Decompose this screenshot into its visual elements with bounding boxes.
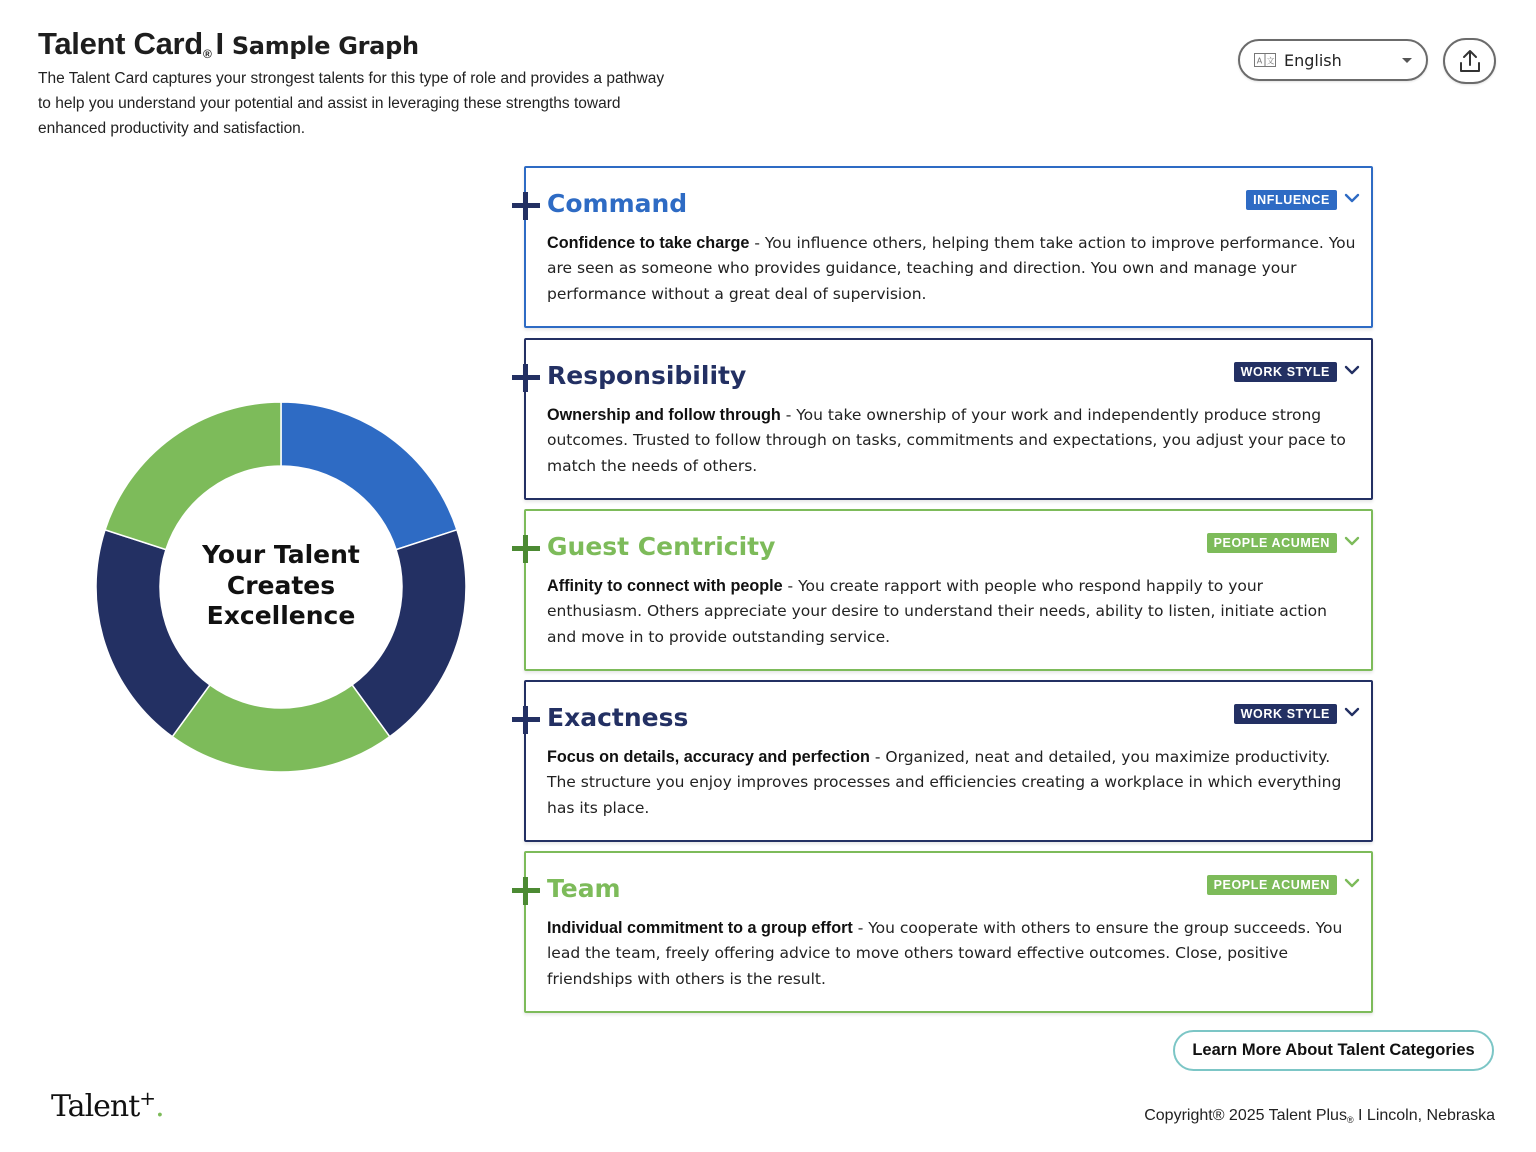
category-badge: INFLUENCE — [1246, 190, 1337, 210]
expand-plus-icon[interactable] — [512, 364, 540, 392]
category-badge: WORK STYLE — [1234, 704, 1337, 724]
logo-text: Talent — [51, 1089, 140, 1124]
donut-segment-team — [105, 402, 281, 550]
title-separator: I — [215, 26, 224, 61]
talent-title: Responsibility — [547, 361, 747, 390]
donut-segment-command — [281, 402, 457, 550]
talent-plus-logo — [51, 1086, 164, 1124]
svg-text:文: 文 — [1266, 56, 1275, 66]
intro-text: The Talent Card captures your strongest talents for this type of role and provides a pathway to help you understand your potential and assist in leveraging these strengths toward enhanced productivity and satisfaction. — [38, 70, 665, 137]
talent-lead: Confidence to take charge — [547, 234, 750, 252]
chevron-down-icon[interactable] — [1344, 706, 1360, 718]
talent-description — [547, 403, 1357, 479]
talent-text: - You create rapport with people who respond happily to your enthusiasm. Others appreciate your desire to understand their needs, ability to listen, initiate action and move in to provide outstanding service. — [547, 577, 1327, 646]
upload-share-icon — [1458, 48, 1482, 74]
title-text: Talent Card — [38, 26, 203, 61]
talent-description — [547, 574, 1357, 650]
registered-mark: ® — [202, 47, 212, 61]
chevron-down-icon[interactable] — [1344, 877, 1360, 889]
talent-lead: Ownership and follow through — [547, 406, 781, 424]
copyright-end: I Lincoln, Nebraska — [1353, 1107, 1495, 1124]
talent-title: Team — [547, 874, 621, 903]
talent-lead: Affinity to connect with people — [547, 577, 783, 595]
expand-plus-icon[interactable] — [512, 877, 540, 905]
translate-icon — [1254, 53, 1276, 67]
donut-center-text — [160, 540, 402, 632]
talent-lead: Focus on details, accuracy and perfection — [547, 748, 870, 766]
talent-card-guest-centricity[interactable] — [524, 509, 1373, 671]
copyright-text — [1144, 1107, 1495, 1125]
logo-dot: . — [155, 1089, 164, 1124]
chevron-down-icon[interactable] — [1344, 192, 1360, 204]
donut-segment-guest-centricity — [172, 685, 389, 772]
dropdown-caret-icon — [1402, 58, 1412, 63]
talent-lead: Individual commitment to a group effort — [547, 919, 853, 937]
expand-plus-icon[interactable] — [512, 706, 540, 734]
language-select[interactable] — [1238, 39, 1428, 81]
page-title — [38, 26, 419, 62]
category-badge: WORK STYLE — [1234, 362, 1337, 382]
svg-text:A: A — [1256, 56, 1263, 66]
copyright-reg-mark: ® — [1346, 1115, 1354, 1125]
learn-more-button[interactable]: Learn More About Talent Categories — [1173, 1030, 1494, 1071]
talent-card-command[interactable] — [524, 166, 1373, 328]
talent-description — [547, 916, 1357, 992]
category-badge: PEOPLE ACUMEN — [1207, 875, 1337, 895]
talent-card-exactness[interactable] — [524, 680, 1373, 842]
category-badge: PEOPLE ACUMEN — [1207, 533, 1337, 553]
expand-plus-icon[interactable] — [512, 192, 540, 220]
talent-text: - You influence others, helping them take action to improve performance. You are seen as someone who provides guidance, teaching and direction. You own and manage your performance without a great deal of supervision. — [547, 234, 1356, 303]
copyright-start: Copyright® 2025 Talent Plus — [1144, 1107, 1347, 1124]
talent-description — [547, 745, 1357, 821]
expand-plus-icon[interactable] — [512, 535, 540, 563]
chevron-down-icon[interactable] — [1344, 364, 1360, 376]
language-label: English — [1284, 50, 1342, 70]
chevron-down-icon[interactable] — [1344, 535, 1360, 547]
talent-text: - You cooperate with others to ensure the group succeeds. You lead the team, freely offering advice to move others toward effective outcomes. Close, positive friendships with others is the result. — [547, 919, 1343, 988]
center-line-1: Your Talent — [202, 540, 360, 569]
talent-card-responsibility[interactable] — [524, 338, 1373, 500]
talent-description — [547, 231, 1357, 307]
talent-text: - Organized, neat and detailed, you maximize productivity. The structure you enjoy improves processes and efficiencies creating a workplace in which everything has its place. — [547, 748, 1342, 817]
talent-title: Exactness — [547, 703, 689, 732]
talent-title: Command — [547, 189, 688, 218]
center-line-3: Excellence — [206, 601, 356, 630]
talent-card-team[interactable] — [524, 851, 1373, 1013]
talent-title: Guest Centricity — [547, 532, 776, 561]
share-button[interactable] — [1443, 38, 1496, 84]
logo-plus-mark: + — [139, 1086, 156, 1110]
center-line-2: Creates — [226, 570, 336, 600]
page-subtitle: Sample Graph — [231, 32, 419, 60]
talent-text: - You take ownership of your work and independently produce strong outcomes. Trusted to follow through on tasks, commitments and expectations, you adjust your pace to match the needs of others. — [547, 406, 1346, 475]
